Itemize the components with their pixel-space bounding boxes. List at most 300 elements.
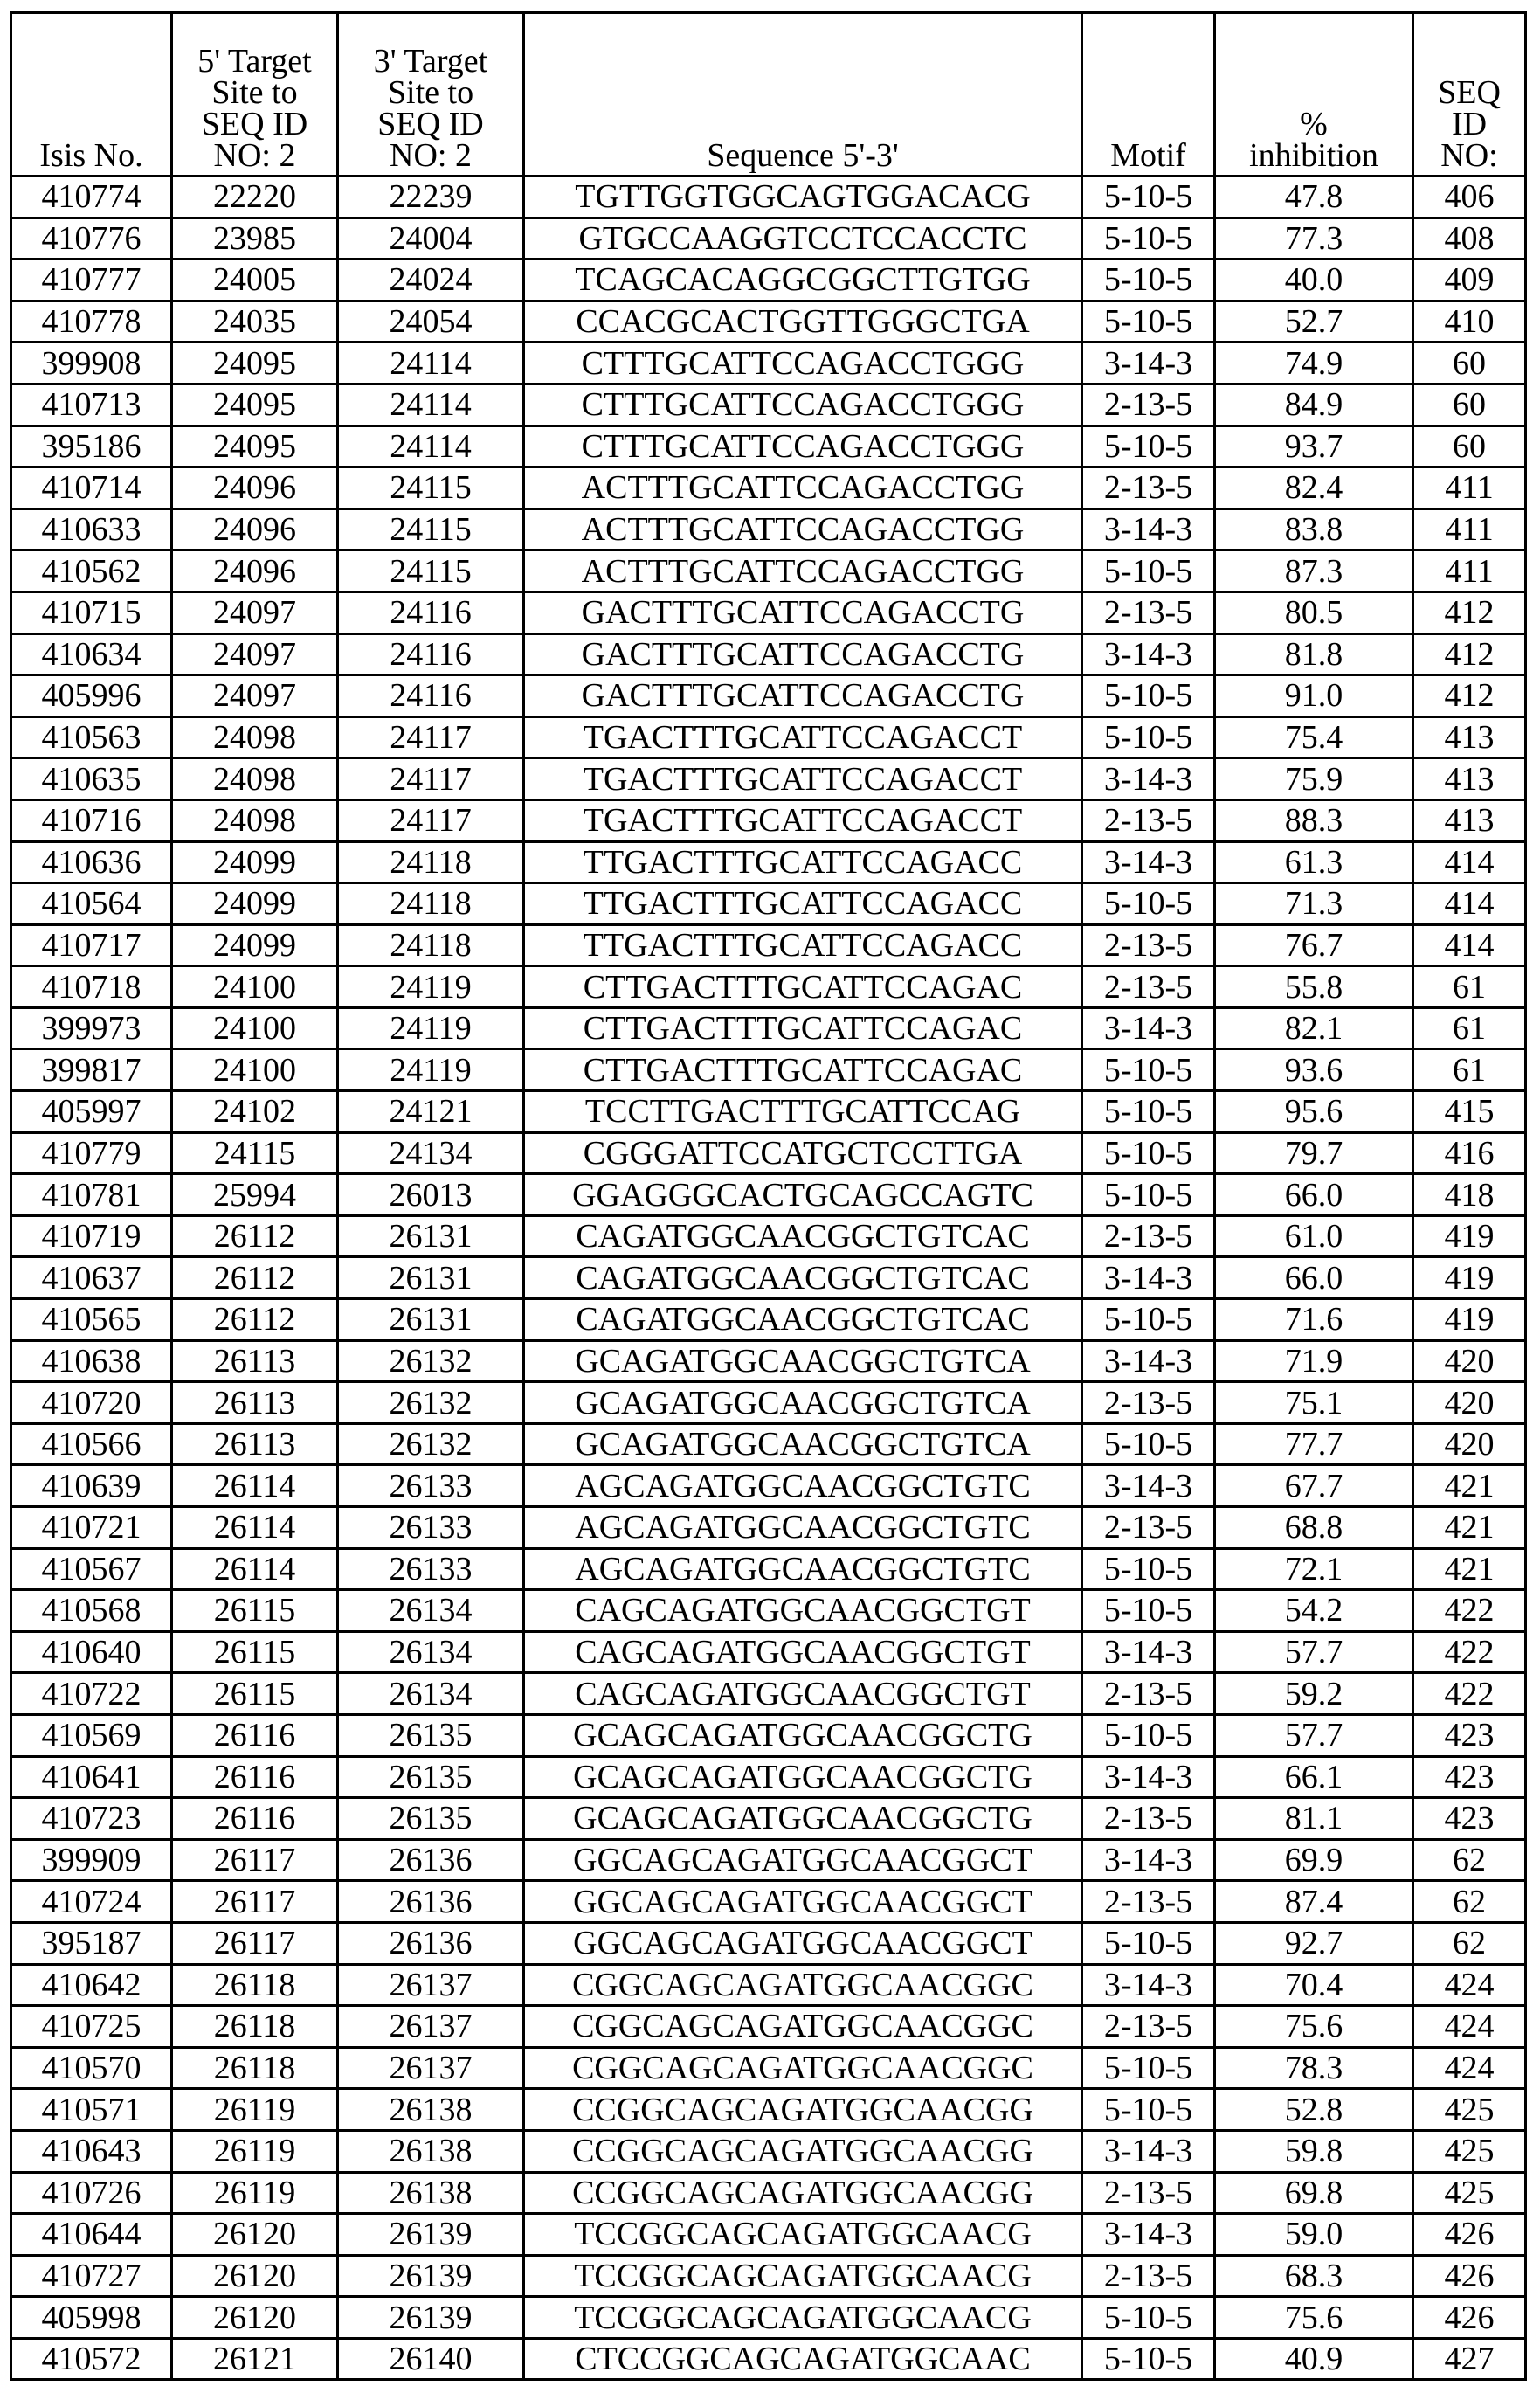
table-row	[11, 883, 1526, 925]
three-prime-site-cell: 26135	[338, 1756, 524, 1798]
three-prime-site-cell: 26138	[338, 2089, 524, 2131]
sequence-cell: CTCCGGCAGCAGATGGCAAC	[524, 2338, 1082, 2380]
motif-cell: 2-13-5	[1082, 1673, 1215, 1715]
seq-id-cell: 414	[1413, 841, 1526, 883]
percent-inhibition-cell: 76.7	[1215, 924, 1413, 966]
five-prime-site-cell: 26113	[172, 1423, 338, 1465]
percent-inhibition-cell: 81.8	[1215, 633, 1413, 675]
three-prime-site-cell: 26132	[338, 1382, 524, 1424]
three-prime-site-cell: 24117	[338, 716, 524, 758]
isis-no-cell: 399908	[11, 342, 172, 384]
five-prime-site-cell: 26118	[172, 1964, 338, 2006]
motif-cell: 3-14-3	[1082, 1465, 1215, 1507]
seq-id-cell: 423	[1413, 1798, 1526, 1840]
percent-inhibition-cell: 67.7	[1215, 1465, 1413, 1507]
five-prime-site-cell: 26114	[172, 1548, 338, 1590]
seq-id-cell: 60	[1413, 342, 1526, 384]
percent-inhibition-cell: 77.7	[1215, 1423, 1413, 1465]
motif-cell: 5-10-5	[1082, 883, 1215, 925]
isis-no-cell: 410636	[11, 841, 172, 883]
three-prime-site-cell: 24054	[338, 301, 524, 342]
three-prime-site-cell: 26138	[338, 2172, 524, 2214]
motif-cell: 3-14-3	[1082, 758, 1215, 800]
seq-id-cell: 426	[1413, 2214, 1526, 2256]
isis-no-cell: 410635	[11, 758, 172, 800]
table-row	[11, 2172, 1526, 2214]
header-seq-id-no	[1413, 13, 1526, 176]
seq-id-cell: 414	[1413, 924, 1526, 966]
sequence-cell: CTTGACTTTGCATTCCAGAC	[524, 1049, 1082, 1091]
table-row	[11, 799, 1526, 841]
five-prime-site-cell: 26117	[172, 1881, 338, 1923]
three-prime-site-cell: 26135	[338, 1714, 524, 1756]
isis-no-cell: 410641	[11, 1756, 172, 1798]
three-prime-site-cell: 24117	[338, 758, 524, 800]
motif-cell: 3-14-3	[1082, 2214, 1215, 2256]
five-prime-site-cell: 24095	[172, 425, 338, 467]
isis-no-cell: 410781	[11, 1174, 172, 1216]
five-prime-site-cell: 26115	[172, 1631, 338, 1673]
seq-id-cell: 419	[1413, 1299, 1526, 1341]
table-row	[11, 758, 1526, 800]
five-prime-site-cell: 26118	[172, 2006, 338, 2048]
seq-id-cell: 62	[1413, 1922, 1526, 1964]
three-prime-site-cell: 24118	[338, 883, 524, 925]
five-prime-site-cell: 26112	[172, 1299, 338, 1341]
seq-id-cell: 415	[1413, 1091, 1526, 1133]
percent-inhibition-cell: 75.4	[1215, 716, 1413, 758]
seq-id-cell: 61	[1413, 966, 1526, 1008]
motif-cell: 5-10-5	[1082, 1714, 1215, 1756]
sequence-cell: GCAGATGGCAACGGCTGTCA	[524, 1423, 1082, 1465]
motif-cell: 5-10-5	[1082, 176, 1215, 218]
seq-id-cell: 419	[1413, 1215, 1526, 1257]
table-row	[11, 1756, 1526, 1798]
motif-cell: 2-13-5	[1082, 1215, 1215, 1257]
sequence-cell: ACTTTGCATTCCAGACCTGG	[524, 467, 1082, 509]
motif-cell: 2-13-5	[1082, 799, 1215, 841]
sequence-cell: CGGCAGCAGATGGCAACGGC	[524, 2047, 1082, 2089]
table-row	[11, 675, 1526, 717]
five-prime-site-cell: 26117	[172, 1922, 338, 1964]
isis-no-cell: 410569	[11, 1714, 172, 1756]
motif-cell: 5-10-5	[1082, 2047, 1215, 2089]
seq-id-cell: 413	[1413, 716, 1526, 758]
sequence-cell: GCAGATGGCAACGGCTGTCA	[524, 1340, 1082, 1382]
three-prime-site-cell: 26133	[338, 1507, 524, 1549]
table-row	[11, 1132, 1526, 1174]
isis-no-cell: 410724	[11, 1881, 172, 1923]
table-row	[11, 301, 1526, 342]
seq-id-cell: 413	[1413, 758, 1526, 800]
sequence-cell: TTGACTTTGCATTCCAGACC	[524, 924, 1082, 966]
percent-inhibition-cell: 82.4	[1215, 467, 1413, 509]
table-row	[11, 2130, 1526, 2172]
percent-inhibition-cell: 71.6	[1215, 1299, 1413, 1341]
header-percent-inhibition	[1215, 13, 1413, 176]
percent-inhibition-cell: 75.6	[1215, 2297, 1413, 2339]
three-prime-site-cell: 24117	[338, 799, 524, 841]
three-prime-site-cell: 26133	[338, 1548, 524, 1590]
five-prime-site-cell: 26116	[172, 1714, 338, 1756]
header-line: Sequence 5'-3'	[525, 140, 1081, 171]
table-row	[11, 259, 1526, 301]
isis-no-cell: 399973	[11, 1007, 172, 1049]
five-prime-site-cell: 26117	[172, 1839, 338, 1881]
seq-id-cell: 423	[1413, 1756, 1526, 1798]
percent-inhibition-cell: 71.9	[1215, 1340, 1413, 1382]
isis-no-cell: 410566	[11, 1423, 172, 1465]
seq-id-cell: 421	[1413, 1507, 1526, 1549]
sequence-cell: TCCGGCAGCAGATGGCAACG	[524, 2214, 1082, 2256]
five-prime-site-cell: 22220	[172, 176, 338, 218]
motif-cell: 5-10-5	[1082, 1049, 1215, 1091]
isis-no-cell: 410638	[11, 1340, 172, 1382]
seq-id-cell: 420	[1413, 1382, 1526, 1424]
header-line: Site to	[339, 77, 522, 108]
percent-inhibition-cell: 74.9	[1215, 342, 1413, 384]
header-isis-no	[11, 13, 172, 176]
five-prime-site-cell: 23985	[172, 218, 338, 259]
motif-cell: 3-14-3	[1082, 1756, 1215, 1798]
sequence-cell: CAGCAGATGGCAACGGCTGT	[524, 1631, 1082, 1673]
motif-cell: 3-14-3	[1082, 1007, 1215, 1049]
motif-cell: 5-10-5	[1082, 259, 1215, 301]
table-row	[11, 841, 1526, 883]
seq-id-cell: 427	[1413, 2338, 1526, 2380]
seq-id-cell: 412	[1413, 591, 1526, 633]
three-prime-site-cell: 26013	[338, 1174, 524, 1216]
seq-id-cell: 60	[1413, 425, 1526, 467]
header-line: SEQ ID	[339, 108, 522, 140]
isis-no-cell: 410634	[11, 633, 172, 675]
percent-inhibition-cell: 75.6	[1215, 2006, 1413, 2048]
three-prime-site-cell: 26139	[338, 2297, 524, 2339]
percent-inhibition-cell: 59.2	[1215, 1673, 1413, 1715]
isis-no-cell: 405997	[11, 1091, 172, 1133]
seq-id-cell: 411	[1413, 550, 1526, 592]
three-prime-site-cell: 26136	[338, 1881, 524, 1923]
header-5-prime-target-site	[172, 13, 338, 176]
table-row	[11, 342, 1526, 384]
motif-cell: 3-14-3	[1082, 1631, 1215, 1673]
header-motif	[1082, 13, 1215, 176]
seq-id-cell: 421	[1413, 1465, 1526, 1507]
percent-inhibition-cell: 95.6	[1215, 1091, 1413, 1133]
motif-cell: 2-13-5	[1082, 1881, 1215, 1923]
table-row	[11, 1548, 1526, 1590]
percent-inhibition-cell: 61.0	[1215, 1215, 1413, 1257]
motif-cell: 5-10-5	[1082, 1590, 1215, 1632]
five-prime-site-cell: 24097	[172, 675, 338, 717]
three-prime-site-cell: 24134	[338, 1132, 524, 1174]
sequence-cell: CCACGCACTGGTTGGGCTGA	[524, 301, 1082, 342]
five-prime-site-cell: 26112	[172, 1257, 338, 1299]
three-prime-site-cell: 24115	[338, 508, 524, 550]
sequence-cell: CAGCAGATGGCAACGGCTGT	[524, 1590, 1082, 1632]
table-row	[11, 1964, 1526, 2006]
sequence-cell: TCCTTGACTTTGCATTCCAG	[524, 1091, 1082, 1133]
sequence-cell: GGAGGGCACTGCAGCCAGTC	[524, 1174, 1082, 1216]
table-row	[11, 1922, 1526, 1964]
motif-cell: 3-14-3	[1082, 2130, 1215, 2172]
motif-cell: 2-13-5	[1082, 1382, 1215, 1424]
five-prime-site-cell: 24035	[172, 301, 338, 342]
table-row	[11, 425, 1526, 467]
five-prime-site-cell: 26114	[172, 1507, 338, 1549]
table-row	[11, 1215, 1526, 1257]
sequence-cell: CAGCAGATGGCAACGGCTGT	[524, 1673, 1082, 1715]
three-prime-site-cell: 24116	[338, 633, 524, 675]
three-prime-site-cell: 26137	[338, 2006, 524, 2048]
five-prime-site-cell: 24099	[172, 841, 338, 883]
isis-no-cell: 399909	[11, 1839, 172, 1881]
isis-no-cell: 410719	[11, 1215, 172, 1257]
three-prime-site-cell: 24118	[338, 841, 524, 883]
header-line: NO: 2	[173, 140, 336, 171]
table-row	[11, 1049, 1526, 1091]
table-row	[11, 1382, 1526, 1424]
percent-inhibition-cell: 66.0	[1215, 1257, 1413, 1299]
seq-id-cell: 62	[1413, 1839, 1526, 1881]
sequence-cell: CGGCAGCAGATGGCAACGGC	[524, 2006, 1082, 2048]
isis-no-cell: 399817	[11, 1049, 172, 1091]
sequence-cell: CAGATGGCAACGGCTGTCAC	[524, 1215, 1082, 1257]
five-prime-site-cell: 24098	[172, 799, 338, 841]
percent-inhibition-cell: 93.6	[1215, 1049, 1413, 1091]
isis-no-cell: 410779	[11, 1132, 172, 1174]
isis-no-cell: 410565	[11, 1299, 172, 1341]
sequence-cell: GCAGCAGATGGCAACGGCTG	[524, 1714, 1082, 1756]
motif-cell: 5-10-5	[1082, 1423, 1215, 1465]
table-row	[11, 1257, 1526, 1299]
motif-cell: 5-10-5	[1082, 1132, 1215, 1174]
percent-inhibition-cell: 57.7	[1215, 1631, 1413, 1673]
percent-inhibition-cell: 80.5	[1215, 591, 1413, 633]
sequence-cell: CGGCAGCAGATGGCAACGGC	[524, 1964, 1082, 2006]
sequence-cell: TGACTTTGCATTCCAGACCT	[524, 716, 1082, 758]
three-prime-site-cell: 26137	[338, 2047, 524, 2089]
isis-no-cell: 410718	[11, 966, 172, 1008]
table-row	[11, 1839, 1526, 1881]
three-prime-site-cell: 26131	[338, 1257, 524, 1299]
five-prime-site-cell: 24100	[172, 1049, 338, 1091]
three-prime-site-cell: 24116	[338, 675, 524, 717]
percent-inhibition-cell: 70.4	[1215, 1964, 1413, 2006]
table-row	[11, 2338, 1526, 2380]
motif-cell: 5-10-5	[1082, 1174, 1215, 1216]
seq-id-cell: 420	[1413, 1423, 1526, 1465]
header-line: Motif	[1083, 140, 1213, 171]
sequence-cell: AGCAGATGGCAACGGCTGTC	[524, 1465, 1082, 1507]
percent-inhibition-cell: 47.8	[1215, 176, 1413, 218]
five-prime-site-cell: 26118	[172, 2047, 338, 2089]
motif-cell: 2-13-5	[1082, 2172, 1215, 2214]
three-prime-site-cell: 24114	[338, 342, 524, 384]
seq-id-cell: 60	[1413, 384, 1526, 425]
percent-inhibition-cell: 84.9	[1215, 384, 1413, 425]
five-prime-site-cell: 24096	[172, 550, 338, 592]
five-prime-site-cell: 26120	[172, 2297, 338, 2339]
three-prime-site-cell: 24024	[338, 259, 524, 301]
sequence-cell: GACTTTGCATTCCAGACCTG	[524, 591, 1082, 633]
seq-id-cell: 62	[1413, 1881, 1526, 1923]
percent-inhibition-cell: 78.3	[1215, 2047, 1413, 2089]
motif-cell: 5-10-5	[1082, 1548, 1215, 1590]
five-prime-site-cell: 26120	[172, 2214, 338, 2256]
table-row	[11, 1007, 1526, 1049]
motif-cell: 5-10-5	[1082, 2297, 1215, 2339]
seq-id-cell: 411	[1413, 467, 1526, 509]
motif-cell: 5-10-5	[1082, 1922, 1215, 1964]
seq-id-cell: 421	[1413, 1548, 1526, 1590]
isis-no-cell: 410564	[11, 883, 172, 925]
five-prime-site-cell: 26119	[172, 2172, 338, 2214]
percent-inhibition-cell: 88.3	[1215, 799, 1413, 841]
table-row	[11, 1507, 1526, 1549]
table-row	[11, 1299, 1526, 1341]
three-prime-site-cell: 26131	[338, 1215, 524, 1257]
table-row	[11, 1881, 1526, 1923]
five-prime-site-cell: 26113	[172, 1340, 338, 1382]
motif-cell: 2-13-5	[1082, 966, 1215, 1008]
sequence-cell: TCCGGCAGCAGATGGCAACG	[524, 2297, 1082, 2339]
sequence-cell: GCAGATGGCAACGGCTGTCA	[524, 1382, 1082, 1424]
five-prime-site-cell: 26121	[172, 2338, 338, 2380]
five-prime-site-cell: 24100	[172, 1007, 338, 1049]
five-prime-site-cell: 24099	[172, 883, 338, 925]
percent-inhibition-cell: 82.1	[1215, 1007, 1413, 1049]
five-prime-site-cell: 26116	[172, 1798, 338, 1840]
sequence-cell: TTGACTTTGCATTCCAGACC	[524, 883, 1082, 925]
table-body	[11, 176, 1526, 2380]
header-line: Isis No.	[12, 140, 170, 171]
seq-id-cell: 419	[1413, 1257, 1526, 1299]
percent-inhibition-cell: 87.3	[1215, 550, 1413, 592]
header-3-prime-target-site	[338, 13, 524, 176]
motif-cell: 3-14-3	[1082, 342, 1215, 384]
isis-no-cell: 410713	[11, 384, 172, 425]
three-prime-site-cell: 24115	[338, 550, 524, 592]
motif-cell: 5-10-5	[1082, 2089, 1215, 2131]
five-prime-site-cell: 24095	[172, 384, 338, 425]
three-prime-site-cell: 26133	[338, 1465, 524, 1507]
isis-no-cell: 410562	[11, 550, 172, 592]
percent-inhibition-cell: 91.0	[1215, 675, 1413, 717]
sequence-cell: GGCAGCAGATGGCAACGGCT	[524, 1922, 1082, 1964]
percent-inhibition-cell: 40.0	[1215, 259, 1413, 301]
seq-id-cell: 422	[1413, 1673, 1526, 1715]
sequence-cell: GACTTTGCATTCCAGACCTG	[524, 633, 1082, 675]
isis-no-cell: 410778	[11, 301, 172, 342]
five-prime-site-cell: 24098	[172, 758, 338, 800]
seq-id-cell: 406	[1413, 176, 1526, 218]
five-prime-site-cell: 24095	[172, 342, 338, 384]
seq-id-cell: 414	[1413, 883, 1526, 925]
table-row	[11, 550, 1526, 592]
five-prime-site-cell: 24096	[172, 467, 338, 509]
percent-inhibition-cell: 69.8	[1215, 2172, 1413, 2214]
sequence-cell: AGCAGATGGCAACGGCTGTC	[524, 1548, 1082, 1590]
seq-id-cell: 426	[1413, 2255, 1526, 2297]
sequence-cell: GTGCCAAGGTCCTCCACCTC	[524, 218, 1082, 259]
table-row	[11, 2297, 1526, 2339]
five-prime-site-cell: 24100	[172, 966, 338, 1008]
five-prime-site-cell: 26119	[172, 2130, 338, 2172]
seq-id-cell: 413	[1413, 799, 1526, 841]
isis-no-cell: 405996	[11, 675, 172, 717]
seq-id-cell: 412	[1413, 675, 1526, 717]
table-row	[11, 1714, 1526, 1756]
isis-no-cell: 410563	[11, 716, 172, 758]
sequence-cell: GCAGCAGATGGCAACGGCTG	[524, 1756, 1082, 1798]
isis-no-cell: 410640	[11, 1631, 172, 1673]
sequence-cell: ACTTTGCATTCCAGACCTGG	[524, 508, 1082, 550]
seq-id-cell: 423	[1413, 1714, 1526, 1756]
sequence-cell: TGTTGGTGGCAGTGGACACG	[524, 176, 1082, 218]
table-row	[11, 633, 1526, 675]
three-prime-site-cell: 26139	[338, 2214, 524, 2256]
three-prime-site-cell: 24119	[338, 1007, 524, 1049]
five-prime-site-cell: 26120	[172, 2255, 338, 2297]
table-row	[11, 2047, 1526, 2089]
sequence-cell: CCGGCAGCAGATGGCAACGG	[524, 2172, 1082, 2214]
percent-inhibition-cell: 68.8	[1215, 1507, 1413, 1549]
motif-cell: 5-10-5	[1082, 425, 1215, 467]
isis-no-cell: 410776	[11, 218, 172, 259]
seq-id-cell: 425	[1413, 2172, 1526, 2214]
five-prime-site-cell: 26112	[172, 1215, 338, 1257]
motif-cell: 5-10-5	[1082, 1091, 1215, 1133]
percent-inhibition-cell: 69.9	[1215, 1839, 1413, 1881]
sequence-cell: CCGGCAGCAGATGGCAACGG	[524, 2089, 1082, 2131]
percent-inhibition-cell: 55.8	[1215, 966, 1413, 1008]
seq-id-cell: 409	[1413, 259, 1526, 301]
seq-id-cell: 424	[1413, 2047, 1526, 2089]
percent-inhibition-cell: 57.7	[1215, 1714, 1413, 1756]
isis-no-cell: 410717	[11, 924, 172, 966]
five-prime-site-cell: 24115	[172, 1132, 338, 1174]
sequence-cell: CTTTGCATTCCAGACCTGGG	[524, 342, 1082, 384]
three-prime-site-cell: 26132	[338, 1423, 524, 1465]
sequence-cell: GCAGCAGATGGCAACGGCTG	[524, 1798, 1082, 1840]
percent-inhibition-cell: 72.1	[1215, 1548, 1413, 1590]
sequence-cell: GACTTTGCATTCCAGACCTG	[524, 675, 1082, 717]
isis-no-cell: 405998	[11, 2297, 172, 2339]
three-prime-site-cell: 26134	[338, 1590, 524, 1632]
three-prime-site-cell: 24119	[338, 1049, 524, 1091]
seq-id-cell: 424	[1413, 2006, 1526, 2048]
isis-no-cell: 410777	[11, 259, 172, 301]
three-prime-site-cell: 24115	[338, 467, 524, 509]
sequence-cell: GGCAGCAGATGGCAACGGCT	[524, 1881, 1082, 1923]
sequence-cell: TGACTTTGCATTCCAGACCT	[524, 758, 1082, 800]
isis-no-cell: 410643	[11, 2130, 172, 2172]
motif-cell: 3-14-3	[1082, 508, 1215, 550]
three-prime-site-cell: 26134	[338, 1673, 524, 1715]
header-line: %	[1216, 108, 1412, 140]
table-row	[11, 508, 1526, 550]
sequence-cell: AGCAGATGGCAACGGCTGTC	[524, 1507, 1082, 1549]
isis-no-cell: 410572	[11, 2338, 172, 2380]
header-line: NO:	[1414, 140, 1524, 171]
table-row	[11, 1673, 1526, 1715]
isis-no-cell: 410715	[11, 591, 172, 633]
isis-no-cell: 410720	[11, 1382, 172, 1424]
table-row	[11, 2255, 1526, 2297]
table-row	[11, 966, 1526, 1008]
percent-inhibition-cell: 93.7	[1215, 425, 1413, 467]
